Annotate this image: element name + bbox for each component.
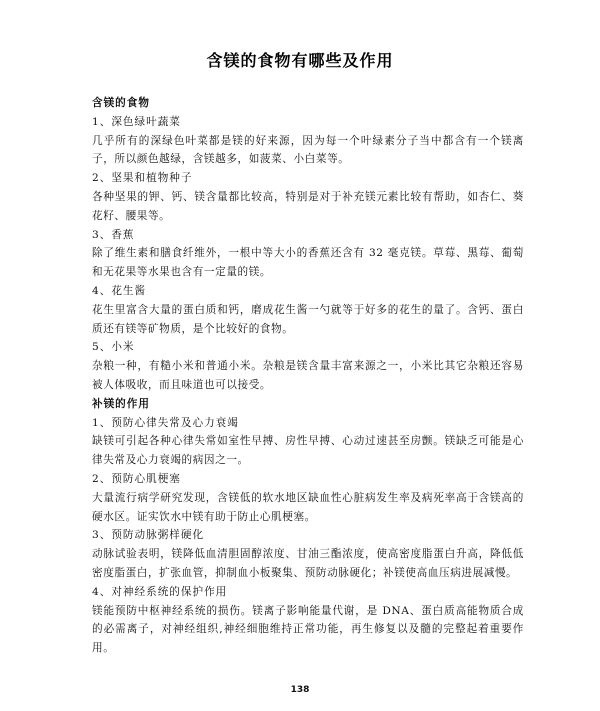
- item-body-nervous-system: 镁能预防中枢神经系统的损伤。镁离子影响能量代谢，是 DNA、蛋白质高能物质合成的必需离子，对神经组织,神经细胞维持正常功能，再生修复以及髓的完整起着重要作用。: [92, 604, 524, 655]
- item-body-nuts-seeds: 各种坚果的钾、钙、镁含量都比较高，特别是对于补充镁元素比较有帮助，如杏仁、葵花籽、腰果等。: [92, 190, 524, 222]
- item-body-peanut-butter: 花生里富含大量的蛋白质和钙，磨成花生酱一勺就等于好多的花生的量了。含钙、蛋白质还有镁等矿物质，是个比较好的食物。: [92, 303, 524, 335]
- document-title: 含镁的食物有哪些及作用: [206, 51, 394, 70]
- section-title-magnesium-foods: 含镁的食物: [92, 97, 150, 109]
- section-title-magnesium-benefits: 补镁的作用: [92, 397, 150, 410]
- item-body-banana: 除了维生素和膳食纤维外，一根中等大小的香蕉还含有 32 毫克镁。草莓、黑莓、葡萄和无花果等水果也含有一定量的镁。: [92, 247, 524, 279]
- item-body-myocardial-infarction: 大量流行病学研究发现，含镁低的软水地区缺血性心脏病发生率及病死率高于含镁高的硬水区。证实饮水中镁有助于防止心肌梗塞。: [92, 491, 524, 523]
- item-body-atherosclerosis: 动脉试验表明，镁降低血清胆固醇浓度、甘油三酯浓度，使高密度脂蛋白升高，降低低密度脂蛋白，扩张血管，抑制血小板聚集、预防动脉硬化；补镁使高血压病进展减慢。: [92, 548, 524, 579]
- page-number: 138: [290, 685, 310, 695]
- item-body-arrhythmia: 缺镁可引起各种心律失常如室性早搏、房性早搏、心动过速甚至房颤。镁缺乏可能是心律失常及心力衰竭的病因之一。: [92, 435, 524, 467]
- item-body-millet: 杂粮一种，有糙小米和普通小米。杂粮是镁含量丰富来源之一，小米比其它杂粮还容易被人体吸收，而且味道也可以接受。: [92, 360, 524, 391]
- item-heading-nuts-seeds: 2、坚果和植物种子: [92, 172, 193, 185]
- item-heading-banana: 3、香蕉: [92, 228, 135, 241]
- item-body-leafy-greens: 几乎所有的深绿色叶菜都是镁的好来源，因为每一个叶绿素分子当中都含有一个镁离子，所以颜色越绿，含镁越多，如菠菜、小白菜等。: [92, 134, 524, 166]
- item-heading-myocardial-infarction: 2、预防心肌梗塞: [92, 472, 181, 485]
- document-body: [92, 94, 524, 658]
- item-heading-millet: 5、小米: [92, 341, 135, 354]
- item-heading-peanut-butter: 4、花生酱: [92, 284, 147, 297]
- item-heading-arrhythmia: 1、预防心律失常及心力衰竭: [92, 416, 239, 429]
- item-heading-nervous-system: 4、对神经系统的保护作用: [92, 585, 228, 598]
- item-heading-leafy-greens: 1、深色绿叶蔬菜: [92, 115, 181, 128]
- item-heading-atherosclerosis: 3、预防动脉粥样硬化: [92, 529, 205, 542]
